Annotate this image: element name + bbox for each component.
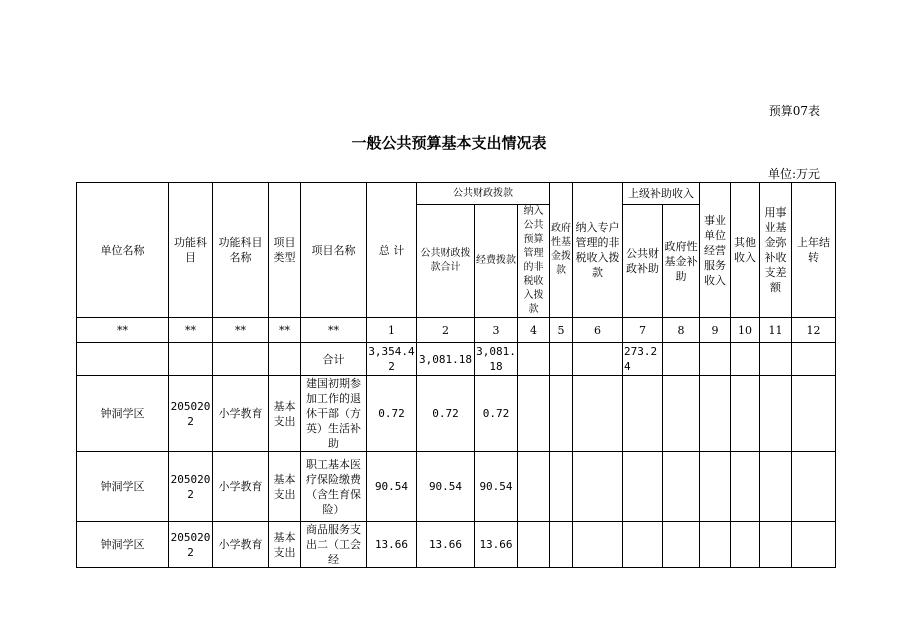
col-item-name: 项目名称 — [301, 183, 367, 318]
total-public-subsidy: 273.24 — [623, 343, 663, 376]
row-func-name: 小学教育 — [213, 452, 269, 522]
index-cell: 5 — [550, 318, 573, 343]
col-carryover: 上年结转 — [792, 183, 836, 318]
index-cell: 12 — [792, 318, 836, 343]
row-func-code: 2050202 — [169, 522, 213, 568]
row-public-finance: 13.66 — [417, 522, 475, 568]
index-cell: 3 — [475, 318, 518, 343]
index-cell: 11 — [760, 318, 792, 343]
index-cell: 10 — [731, 318, 760, 343]
col-gov-fund: 政府性基金拨款 — [550, 183, 573, 318]
col-public-finance-total: 公共财政拨款合计 — [417, 205, 475, 318]
row-expense-grant: 90.54 — [475, 452, 518, 522]
index-cell: ** — [169, 318, 213, 343]
budget-table — [76, 182, 836, 568]
col-unit-name: 单位名称 — [77, 183, 169, 318]
row-unit: 钟洞学区 — [77, 522, 169, 568]
row-func-name: 小学教育 — [213, 522, 269, 568]
header-row-1 — [77, 183, 836, 205]
col-other-income: 其他收入 — [731, 183, 760, 318]
col-superior-group: 上级补助收入 — [623, 183, 700, 205]
col-public-finance-group: 公共财政拨款 — [417, 183, 550, 205]
row-item: 建国初期参加工作的退休干部（方英）生活补助 — [301, 376, 367, 452]
index-cell: 1 — [367, 318, 417, 343]
index-cell: 9 — [700, 318, 731, 343]
row-func-code: 2050202 — [169, 376, 213, 452]
row-type: 基本支出 — [269, 376, 301, 452]
table-row — [77, 376, 836, 452]
table-row — [77, 452, 836, 522]
row-func-code: 2050202 — [169, 452, 213, 522]
row-item: 商品服务支出二（工会经 — [301, 522, 367, 568]
row-unit: 钟洞学区 — [77, 376, 169, 452]
index-cell: 2 — [417, 318, 475, 343]
col-business-income: 事业单位经营服务收入 — [700, 183, 731, 318]
row-type: 基本支出 — [269, 452, 301, 522]
row-total: 0.72 — [367, 376, 417, 452]
col-fund-balance: 用事业基金弥补收支差额 — [760, 183, 792, 318]
row-total: 90.54 — [367, 452, 417, 522]
unit-label: 单位:万元 — [767, 167, 820, 181]
index-cell: 6 — [573, 318, 623, 343]
row-type: 基本支出 — [269, 522, 301, 568]
table-number: 预算07表 — [768, 104, 820, 118]
index-cell: ** — [77, 318, 169, 343]
row-public-finance: 90.54 — [417, 452, 475, 522]
table-row — [77, 522, 836, 568]
index-cell: 4 — [518, 318, 550, 343]
row-func-name: 小学教育 — [213, 376, 269, 452]
row-public-finance: 0.72 — [417, 376, 475, 452]
col-item-type: 项目类型 — [269, 183, 301, 318]
index-row — [77, 318, 836, 343]
col-expense-grant: 经费拨款 — [475, 205, 518, 318]
total-value: 3,354.42 — [367, 343, 417, 376]
col-incl-non-tax: 纳入公共预算管理的非税收入拨款 — [518, 205, 550, 318]
col-gov-fund-subsidy: 政府性基金补助 — [663, 205, 700, 318]
row-expense-grant: 0.72 — [475, 376, 518, 452]
index-cell: 8 — [663, 318, 700, 343]
row-unit: 钟洞学区 — [77, 452, 169, 522]
total-row — [77, 343, 836, 376]
col-func-subject-name: 功能科目名称 — [213, 183, 269, 318]
index-cell: ** — [301, 318, 367, 343]
col-special-non-tax: 纳入专户管理的非税收入拨款 — [573, 183, 623, 318]
row-item: 职工基本医疗保险缴费（含生育保险） — [301, 452, 367, 522]
row-expense-grant: 13.66 — [475, 522, 518, 568]
total-expense-grant: 3,081.18 — [475, 343, 518, 376]
col-func-subject: 功能科目 — [169, 183, 213, 318]
index-cell: ** — [213, 318, 269, 343]
index-cell: ** — [269, 318, 301, 343]
row-total: 13.66 — [367, 522, 417, 568]
col-total: 总 计 — [367, 183, 417, 318]
total-public-finance: 3,081.18 — [417, 343, 475, 376]
page-title: 一般公共预算基本支出情况表 — [351, 134, 547, 152]
col-public-subsidy: 公共财政补助 — [623, 205, 663, 318]
total-label: 合计 — [301, 343, 367, 376]
index-cell: 7 — [623, 318, 663, 343]
